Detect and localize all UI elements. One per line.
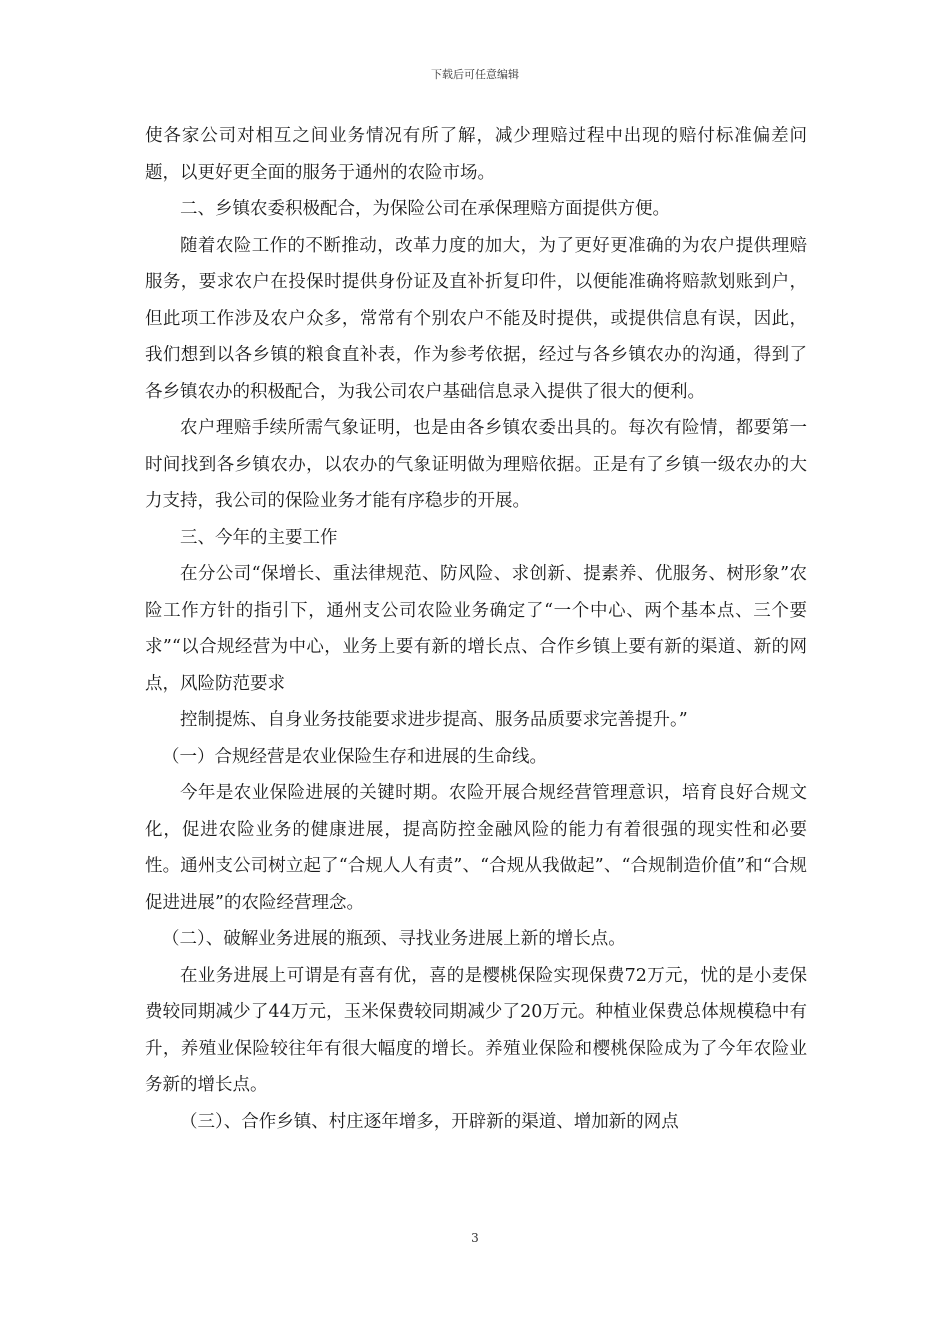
section-heading-2: 二、乡镇农委积极配合，为保险公司在承保理赔方面提供方便。 bbox=[180, 199, 670, 219]
subsection-heading-1: （一）合规经营是农业保险生存和进展的生命线。 bbox=[162, 746, 547, 767]
paragraph: 控制提炼、自身业务技能要求进步提高、服务品质要求完善提升。” bbox=[180, 710, 688, 730]
paragraph: 今年是农业保险进展的关键时期。农险开展合规经营管理意识，培育良好合规文化，促进农险业务的健康进展，提高防控金融风险的能力有着很强的现实性和必要性。通州支公司树立起了“合规人人有责”、“合规从我做起”、“合规制造价值”和“合规促进进展”的农险经营理念。 bbox=[145, 783, 807, 913]
subsection-heading-3: （三）、合作乡镇、村庄逐年增多，开辟新的渠道、增加新的网点 bbox=[180, 1111, 679, 1132]
page-number: 3 bbox=[471, 1231, 479, 1245]
paragraph: 随着农险工作的不断推动，改革力度的加大，为了更好更准确的为农户提供理赔服务，要求农户在投保时提供身份证及直补折复印件，以便能准确将赔款划账到户，但此项工作涉及农户众多，常常有个别农户不能及时提供，或提供信息有误，因此，我们想到以各乡镇的粮食直补表，作为参考依据，经过与各乡镇农办的沟通，得到了各乡镇农办的积极配合，为我公司农户基础信息录入提供了很大的便利。 bbox=[145, 235, 807, 402]
paragraph: 在分公司“保增长、重法律规范、防风险、求创新、提素养、优服务、树形象”农险工作方针的指引下，通州支公司农险业务确定了“一个中心、两个基本点、三个要求”“以合规经营为中心，业务上要有新的增长点、合作乡镇上要有新的渠道、新的网点，风险防范要求 bbox=[145, 564, 807, 694]
paragraph-continuation: 使各家公司对相互之间业务情况有所了解，减少理赔过程中出现的赔付标准偏差问题，以更好更全面的服务于通州的农险市场。 bbox=[145, 126, 807, 183]
paragraph: 农户理赔手续所需气象证明，也是由各乡镇农委出具的。每次有险情，都要第一时间找到各乡镇农办，以农办的气象证明做为理赔依据。正是有了乡镇一级农办的大力支持，我公司的保险业务才能有序稳步的开展。 bbox=[145, 418, 807, 511]
section-heading-3: 三、今年的主要工作 bbox=[180, 527, 338, 548]
paragraph: 在业务进展上可谓是有喜有优，喜的是樱桃保险实现保费72万元，忧的是小麦保费较同期减少了44万元，玉米保费较同期减少了20万元。种植业保费总体规模稳中有升，养殖业保险较往年有很大幅度的增长。养殖业保险和樱桃保险成为了今年农险业务新的增长点。 bbox=[145, 965, 807, 1095]
page-header-note: 下载后可任意编辑 bbox=[431, 68, 519, 81]
subsection-heading-2: （二）、破解业务进展的瓶颈、寻找业务进展上新的增长点。 bbox=[162, 929, 626, 949]
document-body bbox=[145, 118, 807, 1140]
